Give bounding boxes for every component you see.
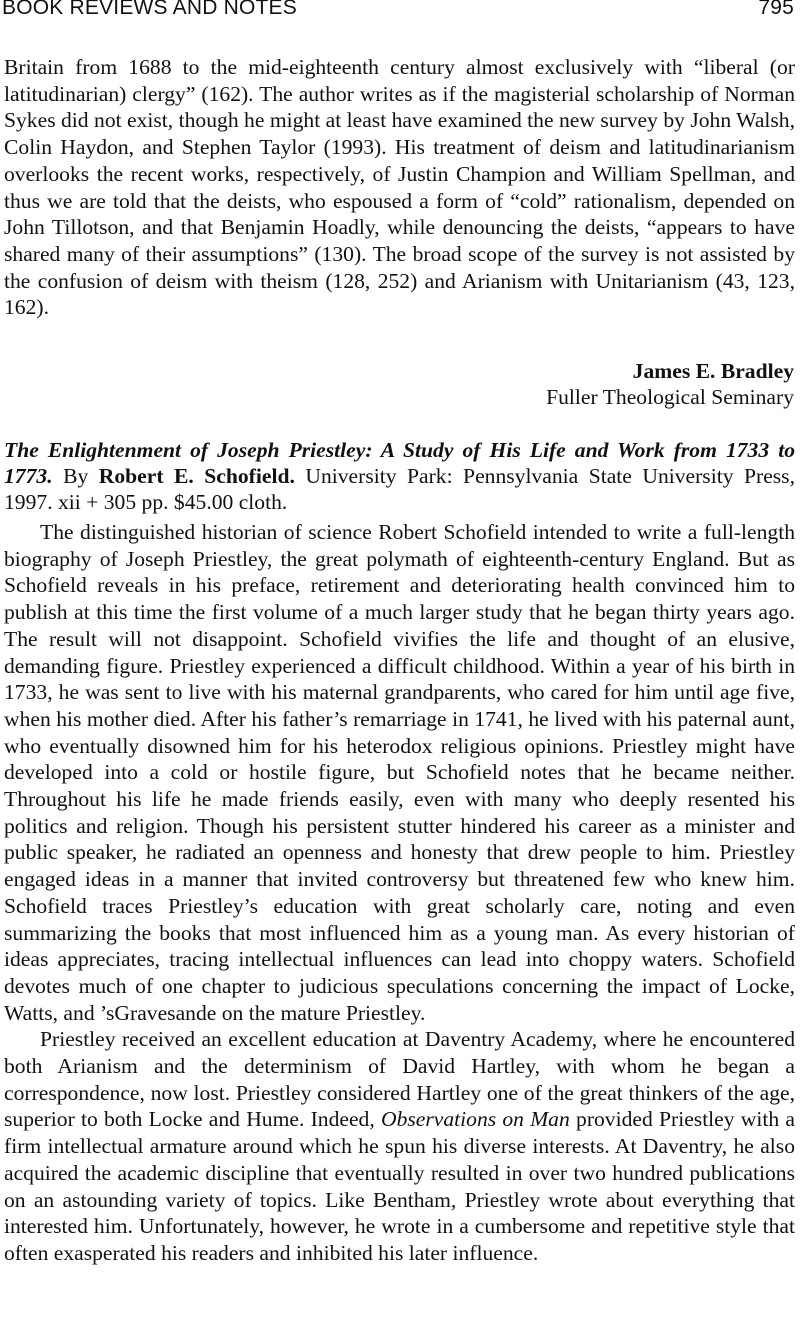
running-head-title: BOOK REVIEWS AND NOTES [2, 0, 297, 19]
book-author: Robert E. Schofield. [98, 464, 295, 488]
review-paragraph-text: provided Priestley with a firm intellectual armature around which he spun his diverse interests. At Daventry, he also acquired the academic discipline that eventually resulted in over two hundred publications on an astounding variety of topics. Like Bentham, Priestley wrote about everything that interested him. Unfortunately, however, he wrote in a cumbersome and repetitive style that often exasperated his readers and inhibited his later influence. [4, 1107, 795, 1265]
by-label: By [63, 464, 89, 488]
review-body [4, 519, 795, 1267]
previous-review-continued-text: Britain from 1688 to the mid-eighteenth century almost exclusively with “liberal (or latitudinarian) clergy” (162). The author writes as if the magisterial scholarship of Norman Sykes did not exist, though he might at least have examined the new survey by John Walsh, Colin Haydon, and Stephen Taylor (1993). His treatment of deism and latitudinarianism overlooks the recent works, respectively, of Justin Champion and William Spellman, and thus we are told that the deists, who espoused a form of “cold” rationalism, depended on John Tillotson, and that Benjamin Hoadly, while denouncing the deists, “appears to have shared many of their assumptions” (130). The broad scope of the survey is not assisted by the confusion of deism with theism (128, 252) and Arianism with Unitarianism (43, 123, 162). [4, 55, 795, 320]
review-paragraph [4, 1026, 795, 1266]
book-title: The Enlightenment of Joseph Priestley: A Study of His Life and Work from 1733 to 1773. [4, 438, 795, 488]
reviewer-affiliation: Fuller Theological Seminary [546, 385, 794, 409]
running-head [2, 0, 794, 26]
review-paragraph-text: Priestley received an excellent education at Daventry Academy, where he encountered both Arianism and the determinism of David Hartley, with whom he began a correspondence, now lost. Priestley considered Hartley one of the great thinkers of the age, superior to both Locke and Hume. Indeed, [4, 1027, 795, 1132]
reviewer-name: James E. Bradley [632, 359, 794, 383]
review-paragraph: The distinguished historian of science Robert Schofield intended to write a full-length biography of Joseph Priestley, the great polymath of eighteenth-century England. But as Schofield reveals in his preface, retirement and deteriorating health convinced him to publish at this time the first volume of a much larger study that he began thirty years ago. The result will not disappoint. Schofield vivifies the life and thought of an elusive, demanding figure. Priestley experienced a difficult childhood. Within a year of his birth in 1733, he was sent to live with his maternal grandparents, who cared for him until age five, when his mother died. After his father’s remarriage in 1741, he lived with his paternal aunt, who eventually disowned him for his heterodox religious opinions. Priestley might have developed into a cold or hostile figure, but Schofield notes that he became neither. Throughout his life he made friends easily, even with many who deeply resented his politics and religion. Though his persistent stutter hindered his career as a minister and public speaker, he radiated an openness and honesty that drew people to him. Priestley engaged ideas in a manner that invited controversy but threatened few who knew him. Schofield traces Priestley’s education with great scholarly care, noting and even summarizing the books that most influenced him as a young man. As every historian of ideas appreciates, tracing intellectual influences can lead into choppy waters. Schofield devotes much of one chapter to judicious speculations concerning the impact of Locke, Watts, and ’sGravesande on the mature Priestley. [4, 520, 795, 1025]
work-title: Observations on Man [380, 1107, 570, 1132]
publication-details: University Park: Pennsylvania State University Press, 1997. xii + 305 pp. $45.00 cloth. [4, 464, 795, 514]
review-citation-heading [4, 437, 795, 515]
page-number: 795 [758, 0, 794, 19]
